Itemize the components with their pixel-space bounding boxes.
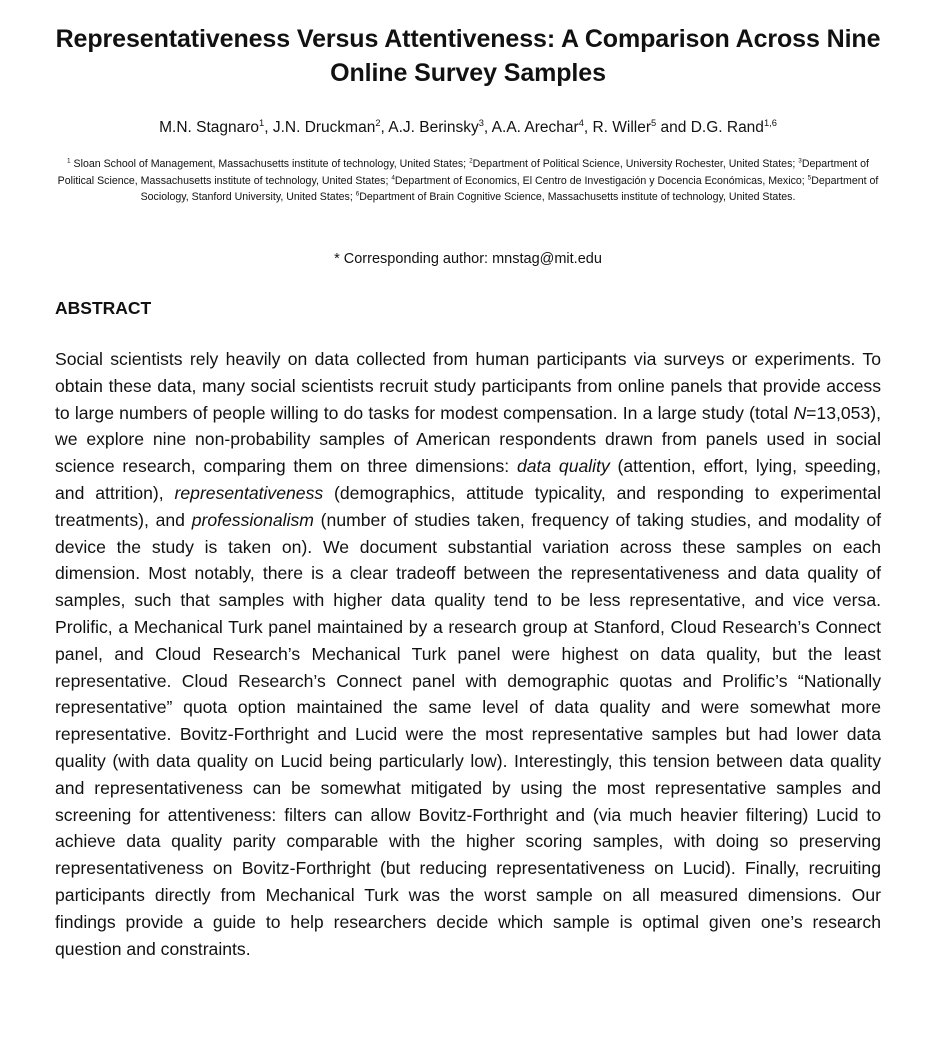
affiliation: $^4$Department of Economics, El Centro de Investigación y Docencia Económicas, Mexico; xyxy=(391,174,805,187)
author: R. Willer$^5$ and xyxy=(592,117,691,136)
author: J.N. Druckman$^2$, xyxy=(272,117,389,136)
affiliation: $^6$Department of Brain Cognitive Science, Massachusetts institute of technology, United States. xyxy=(355,190,796,204)
corresponding-author: * Corresponding author: mnstag@mit.edu xyxy=(334,251,602,267)
affiliations xyxy=(55,156,881,206)
abstract-heading: ABSTRACT xyxy=(55,298,152,318)
author: M.N. Stagnaro$^1$, xyxy=(159,117,273,136)
dimension-data-quality: data quality xyxy=(516,456,610,477)
affiliation: $^2$Department of Political Science, University Rochester, United States; xyxy=(469,157,796,170)
paper-title: Representativeness Versus Attentiveness: A Comparison Across Nine Online Survey Samples xyxy=(55,25,881,87)
affiliation: $^3$Department of Political Science, Massachusetts institute of technology, United States; xyxy=(57,157,869,187)
author: A.J. Berinsky$^3$, xyxy=(388,117,492,136)
author: D.G. Rand$^{1,6}$ xyxy=(690,117,777,136)
abstract-body: Social scientists rely heavily on data collected from human participants via surveys or experiments. To obtain these data, many social scientists recruit study participants from online panels that provide access to large numbers of people willing to do tasks for modest compensation. In a large study (total N=13,053), we explore nine non-probability samples of American respondents drawn from panels used in social science research, comparing them on three dimensions: data quality (attention, effort, lying, speeding, and attrition), representativeness (demographics, attitude typicality, and responding to experimental treatments), and professionalism (number of studies taken, frequency of taking studies, and modality of device the study is taken on). We document substantial variation across these samples on each dimension. Most notably, there is a clear tradeoff between the representativeness and data quality of samples, such that samples with higher data quality tend to be less representative, and vice versa. Prolific, a Mechanical Turk panel maintained by a research group at Stanford, Cloud Research’s Connect panel, and Cloud Research’s Mechanical Turk panel were highest on data quality, but the least representative. Cloud Research’s Connect panel with demographic quotas and Prolific’s “Nationally representative” quota option maintained the same level of data quality and were somewhat more representative. Bovitz-Forthright and Lucid were the most representative samples but had lower data quality (with data quality on Lucid being particularly low). Interestingly, this tension between data quality and representativeness can be somewhat mitigated by using the most representative samples and screening for attentiveness: filters can allow Bovitz-Forthright and (via much heavier filtering) Lucid to achieve data quality parity comparable with the higher scoring samples, with doing so preserving representativeness on Bovitz-Forthright (but reducing representativeness on Lucid). Finally, recruiting participants directly from Mechanical Turk was the worst sample on all measured dimensions. Our findings provide a guide to help researchers decide which sample is optimal given one’s research question and constraints. xyxy=(55,349,881,959)
dimension-professionalism: professionalism xyxy=(191,509,314,530)
author: A.A. Arechar$^4$, xyxy=(491,117,593,136)
author-list xyxy=(55,118,881,138)
n-symbol: N xyxy=(793,402,807,423)
affiliation: $^1$ Sloan School of Management, Massachusetts institute of technology, United States; xyxy=(67,157,467,170)
dimension-representativeness: representativeness xyxy=(174,482,324,503)
affiliation: $^5$Department of Sociology, Stanford University, United States; xyxy=(140,174,879,204)
